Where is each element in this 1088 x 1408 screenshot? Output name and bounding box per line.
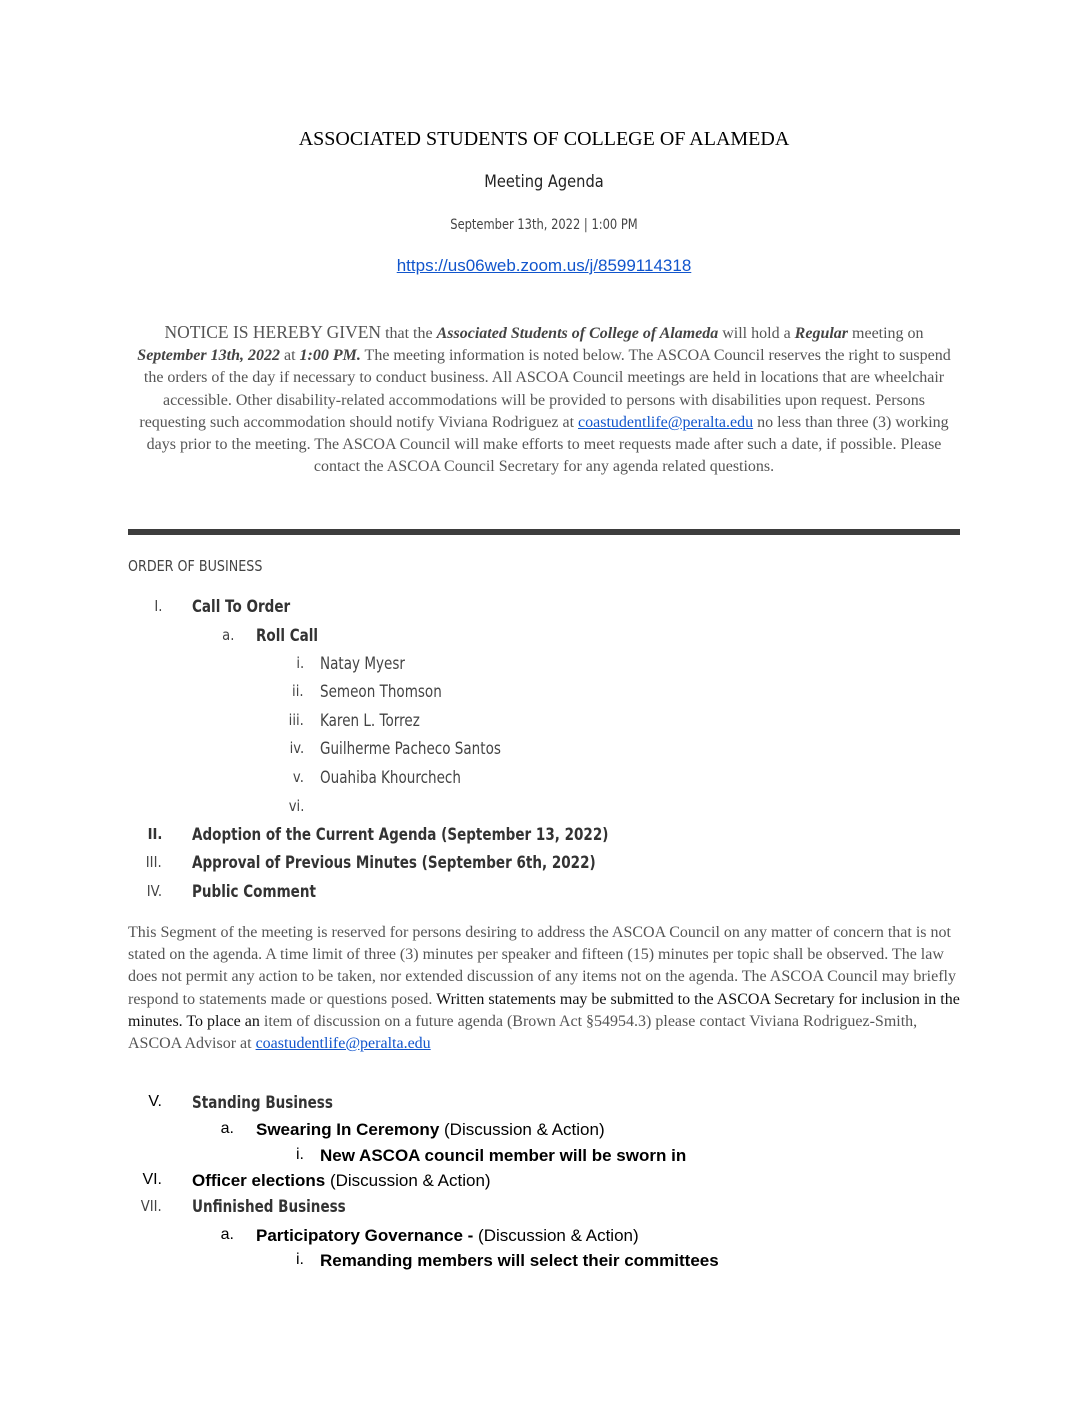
item-label-group xyxy=(192,1171,491,1191)
notice-paragraph xyxy=(128,321,960,478)
item-label: New ASCOA council member will be sworn in xyxy=(320,1146,687,1165)
item-label: Roll Call xyxy=(256,626,319,645)
item-label-suffix: (Discussion & Action) xyxy=(473,1226,639,1245)
item-number: III. xyxy=(146,853,162,871)
notice-date: September 13th, 2022 xyxy=(137,347,280,365)
agenda-subitem-roll-call xyxy=(0,626,1088,650)
meeting-date-time: September 13th, 2022 | 1:00 PM xyxy=(450,217,638,233)
notice-org: Associated Students of College of Alameda xyxy=(436,325,719,342)
item-label: Participatory Governance - xyxy=(256,1226,474,1245)
roll-call-member xyxy=(0,711,1088,735)
item-number: a. xyxy=(221,626,234,644)
public-comment-email-link[interactable]: coastudentlife@peralta.edu xyxy=(255,1035,431,1053)
zoom-link-container xyxy=(0,256,1088,276)
item-label: Approval of Previous Minutes (September 6th, 2022) xyxy=(192,853,596,872)
notice-email-link[interactable]: coastudentlife@peralta.edu xyxy=(578,413,754,431)
agenda-item-public-comment xyxy=(0,882,1088,906)
public-comment-text: This Segment of the meeting is reserved for persons desiring to address the ASCOA Council on any matter of concern that is not stated on the agenda. A time limit of three (3) minutes per speaker and fifteen (15) minutes per topic shall be observed. The law does not permit any action to be taken, nor extended discussion of any items not on the agenda. The ASCOA Council may briefly respond to statements made or questions posed. xyxy=(128,924,956,1008)
notice-text: no less than three (3) working days prior to the meeting. The ASCOA Council will make efforts to meet requests made after such a date, if possible. Please contact the ASCOA Council Secretary for any agenda related questions. xyxy=(146,413,949,476)
agenda-item-officer-elections xyxy=(0,1171,1088,1195)
item-label: Standing Business xyxy=(192,1093,333,1112)
item-label-suffix: (Discussion & Action) xyxy=(325,1171,491,1190)
order-of-business-heading: ORDER OF BUSINESS xyxy=(128,557,263,575)
agenda-subsubitem-sworn-in xyxy=(0,1146,1088,1170)
document-title: Meeting Agenda xyxy=(484,172,604,192)
member-name: Karen L. Torrez xyxy=(320,711,420,730)
agenda-item-call-to-order xyxy=(0,597,1088,621)
item-label: Unfinished Business xyxy=(192,1197,346,1216)
notice-text: meeting on xyxy=(848,325,924,342)
roll-call-member xyxy=(0,768,1088,792)
item-number: VII. xyxy=(141,1197,162,1215)
agenda-subsubitem-committees xyxy=(0,1251,1088,1275)
item-number: i. xyxy=(296,654,304,672)
public-comment-paragraph xyxy=(128,922,968,1055)
item-label: Public Comment xyxy=(192,882,316,901)
agenda-item-approval-of-minutes xyxy=(0,853,1088,877)
item-label-group xyxy=(256,1226,639,1246)
notice-meeting-type: Regular xyxy=(794,325,849,342)
item-label: Remanding members will select their committees xyxy=(320,1251,719,1270)
item-number: v. xyxy=(293,768,304,786)
item-number: V. xyxy=(148,1093,162,1110)
agenda-item-unfinished-business xyxy=(0,1197,1088,1221)
member-name: Semeon Thomson xyxy=(320,682,442,701)
item-label-group xyxy=(320,1146,686,1166)
notice-text: will hold a xyxy=(718,325,795,342)
item-number: I. xyxy=(153,597,162,615)
item-number: IV. xyxy=(146,882,162,900)
agenda-item-adoption-of-agenda xyxy=(0,825,1088,849)
item-label: Call To Order xyxy=(192,597,291,616)
item-number: i. xyxy=(296,1251,304,1268)
item-number: iii. xyxy=(288,711,304,729)
item-number: a. xyxy=(220,1226,234,1243)
item-label-group xyxy=(256,1120,605,1140)
member-name: Guilherme Pacheco Santos xyxy=(320,739,501,758)
public-comment-text: item of discussion on a future agenda (Brown Act §54954.3) please contact Viviana Rodriguez-Smith, ASCOA Advisor at xyxy=(128,1012,918,1053)
item-label: Adoption of the Current Agenda (September 13, 2022) xyxy=(192,825,609,844)
agenda-subitem-participatory-governance xyxy=(0,1226,1088,1250)
section-divider xyxy=(128,529,960,535)
item-number: II. xyxy=(147,825,162,843)
item-label-suffix: (Discussion & Action) xyxy=(439,1120,605,1139)
roll-call-member xyxy=(0,797,1088,821)
roll-call-member xyxy=(0,739,1088,763)
member-name: Ouahiba Khourchech xyxy=(320,768,461,787)
item-number: ii. xyxy=(292,682,304,700)
item-number: vi. xyxy=(288,797,304,815)
agenda-item-standing-business xyxy=(0,1093,1088,1117)
item-number: VI. xyxy=(142,1171,162,1188)
notice-text: that the xyxy=(381,325,437,342)
item-number: iv. xyxy=(289,739,304,757)
public-comment-text: Written statements may be submitted to the ASCOA Secretary for inclusion in the minutes. To place an xyxy=(128,990,960,1030)
notice-lead: NOTICE IS HEREBY GIVEN xyxy=(164,322,382,342)
item-label: Swearing In Ceremony xyxy=(256,1120,440,1139)
roll-call-member xyxy=(0,682,1088,706)
notice-time: 1:00 PM. xyxy=(299,347,361,365)
notice-text: at xyxy=(279,347,300,365)
item-number: i. xyxy=(296,1146,304,1163)
member-name: Natay Myesr xyxy=(320,654,405,673)
item-label-group xyxy=(320,1251,719,1271)
zoom-meeting-link[interactable]: https://us06web.zoom.us/j/8599114318 xyxy=(396,256,692,275)
org-title: ASSOCIATED STUDENTS OF COLLEGE OF ALAMEDA xyxy=(298,128,790,150)
item-label: Officer elections xyxy=(192,1171,326,1190)
agenda-subitem-swearing-in xyxy=(0,1120,1088,1144)
notice-text: The meeting information is noted below. The ASCOA Council reserves the right to suspend the orders of the day if necessary to conduct business. All ASCOA Council meetings are held in locations that are wheelchair accessible. Other disability-related accommodations will be provided to persons with disabilities upon request. Persons requesting such accommodation should notify Viviana Rodriguez at xyxy=(139,347,951,431)
item-number: a. xyxy=(220,1120,234,1137)
roll-call-member xyxy=(0,654,1088,678)
